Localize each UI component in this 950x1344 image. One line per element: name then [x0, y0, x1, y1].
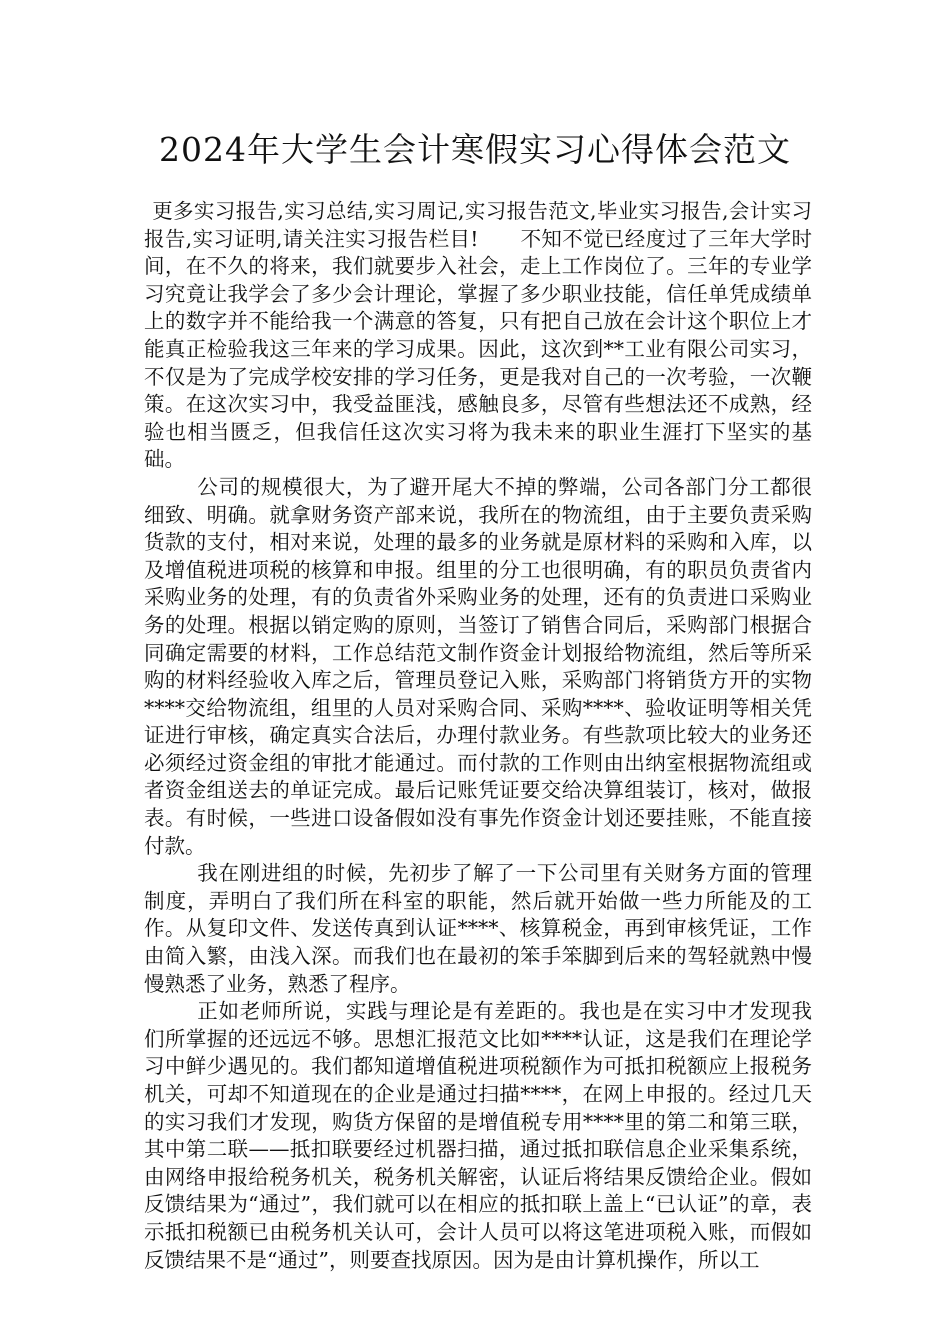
paragraph-3: 我在刚进组的时候，先初步了解了一下公司里有关财务方面的管理制度，弄明白了我们所在科室的职能，然后就开始做一些力所能及的工作。从复印文件、发送传真到认证****、核算税金，再到审核凭证，工作由简入繁，由浅入深。而我们也在最初的笨手笨脚到后来的驾轻就熟中慢慢熟悉了业务，熟悉了程序。 [144, 861, 812, 996]
document-body [144, 198, 812, 1274]
paragraph-1: 更多实习报告,实习总结,实习周记,实习报告范文,毕业实习报告,会计实习报告,实习证明,请关注实习报告栏目! 不知不觉已经度过了三年大学时间，在不久的将来，我们就要步入社会，走上工作岗位了。三年的专业学习究竟让我学会了多少会计理论，掌握了多少职业技能，信任单凭成绩单上的数字并不能给我一个满意的答复，只有把自己放在会计这个职位上才能真正检验我这三年来的学习成果。因此，这次到**工业有限公司实习，不仅是为了完成学校安排的学习任务，更是我对自己的一次考验，一次鞭策。在这次实习中，我受益匪浅，感触良多，尽管有些想法还不成熟，经验也相当匮乏，但我信任这次实习将为我未来的职业生涯打下坚实的基础。 [144, 199, 812, 472]
document-title: 2024年大学生会计寒假实习心得体会范文 [159, 130, 791, 169]
paragraph-4: 正如老师所说，实践与理论是有差距的。我也是在实习中才发现我们所掌握的还远远不够。思想汇报范文比如****认证，这是我们在理论学习中鲜少遇见的。我们都知道增值税进项税额作为可抵扣税额应上报税务机关，可却不知道现在的企业是通过扫描****，在网上申报的。经过几天的实习我们才发现，购货方保留的是增值税专用****里的第二和第三联，其中第二联——抵扣联要经过机器扫描，通过抵扣联信息企业采集系统，由网络申报给税务机关，税务机关解密，认证后将结果反馈给企业。假如反馈结果为“通过”，我们就可以在相应的抵扣联上盖上“已认证”的章，表示抵扣税额已由税务机关认可，会计人员可以将这笔进项税入账，而假如反馈结果不是“通过”，则要查找原因。因为是由计算机操作，所以工 [144, 999, 812, 1272]
paragraph-2: 公司的规模很大，为了避开尾大不掉的弊端，公司各部门分工都很细致、明确。就拿财务资产部来说，我所在的物流组，由于主要负责采购货款的支付，相对来说，处理的最多的业务就是原材料的采购和入库，以及增值税进项税的核算和申报。组里的分工也很明确，有的职员负责省内采购业务的处理，有的负责省外采购业务的处理，还有的负责进口采购业务的处理。根据以销定购的原则，当签订了销售合同后，采购部门根据合同确定需要的材料，工作总结范文制作资金计划报给物流组，然后等所采购的材料经验收入库之后，管理员登记入账，采购部门将销货方开的实物****交给物流组，组里的人员对采购合同、采购****、验收证明等相关凭证进行审核，确定真实合法后，办理付款业务。有些款项比较大的业务还必须经过资金组的审批才能通过。而付款的工作则由出纳室根据物流组或者资金组送去的单证完成。最后记账凭证要交给决算组装订，核对，做报表。有时候，一些进口设备假如没有事先作资金计划还要挂账，不能直接付款。 [144, 474, 812, 858]
